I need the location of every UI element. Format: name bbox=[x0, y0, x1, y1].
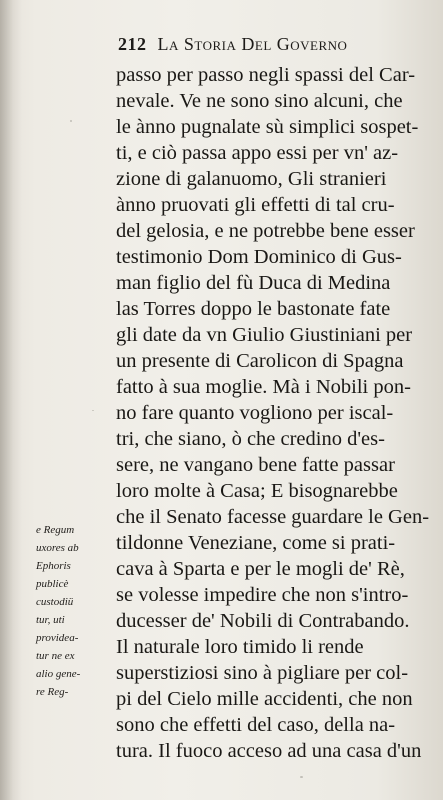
text-line: gli date da vn Giulio Giustiniani per bbox=[116, 324, 413, 346]
text-line: le ànno pugnalate sù simplici sospet- bbox=[116, 116, 419, 138]
text-line: las Torres doppo le bastonate fate bbox=[116, 298, 391, 320]
text-line: superstiziosi sino à pigliare per col- bbox=[116, 662, 409, 684]
text-line: tri, che siano, ò che credino d'es- bbox=[116, 428, 385, 450]
margin-note-line: uxores ab bbox=[36, 542, 79, 554]
margin-note-line: providea- bbox=[36, 632, 79, 644]
text-line: zione di galanuomo, Gli stranieri bbox=[116, 168, 387, 190]
text-line: del gelosia, e ne potrebbe bene esser bbox=[116, 220, 415, 242]
margin-note-line: e Regum bbox=[36, 524, 75, 536]
text-line: un presente di Carolicon di Spagna bbox=[116, 350, 404, 372]
text-line: se volesse impedire che non s'intro- bbox=[116, 584, 409, 606]
text-line: cava à Sparta e per le mogli de' Rè, bbox=[116, 558, 405, 580]
text-line: loro molte à Casa; E bisognarebbe bbox=[116, 480, 398, 502]
text-line: no fare quanto vogliono per iscal- bbox=[116, 402, 394, 424]
text-line: tildonne Veneziane, come si prati- bbox=[116, 532, 396, 554]
text-line: sono che effetti del caso, della na- bbox=[116, 714, 396, 736]
margin-note-line: publicè bbox=[36, 578, 69, 590]
text-line: fatto à sua moglie. Mà i Nobili pon- bbox=[116, 376, 411, 398]
text-line: tura. Il fuoco acceso ad una casa d'un bbox=[116, 740, 422, 762]
text-line: Il naturale loro timido li rende bbox=[116, 636, 364, 658]
margin-note-line: re Reg- bbox=[36, 686, 69, 698]
text-line: nevale. Ve ne sono sino alcuni, che bbox=[116, 90, 403, 112]
margin-note-line: Ephoris bbox=[36, 560, 71, 572]
text-line: passo per passo negli spassi del Car- bbox=[116, 64, 416, 86]
text-line: sere, ne vangano bene fatte passar bbox=[116, 454, 395, 476]
paper-speck bbox=[92, 410, 94, 411]
margin-note-line: alio gene- bbox=[36, 668, 81, 680]
text-line: testimonio Dom Dominico di Gus- bbox=[116, 246, 402, 268]
paper-speck bbox=[70, 120, 72, 122]
text-line: man figlio del fù Duca di Medina bbox=[116, 272, 391, 294]
text-line: pi del Cielo mille accidenti, che non bbox=[116, 688, 413, 710]
running-title: La Storia Del Governo bbox=[157, 34, 348, 54]
margin-note-line: custodiü bbox=[36, 596, 74, 608]
text-line: che il Senato facesse guardare le Gen- bbox=[116, 506, 430, 528]
margin-note-line: tur, uti bbox=[36, 614, 65, 626]
paper-speck bbox=[300, 776, 303, 778]
text-line: ànno pruovati gli effetti di tal cru- bbox=[116, 194, 395, 216]
text-line: ti, e ciò passa appo essi per vn' az- bbox=[116, 142, 399, 164]
margin-note-line: tur ne ex bbox=[36, 650, 75, 662]
running-head bbox=[118, 34, 430, 58]
page-gutter-shadow bbox=[0, 0, 22, 800]
text-line: ducesser de' Nobili di Contrabando. bbox=[116, 610, 410, 632]
page-number: 212 bbox=[118, 34, 147, 54]
